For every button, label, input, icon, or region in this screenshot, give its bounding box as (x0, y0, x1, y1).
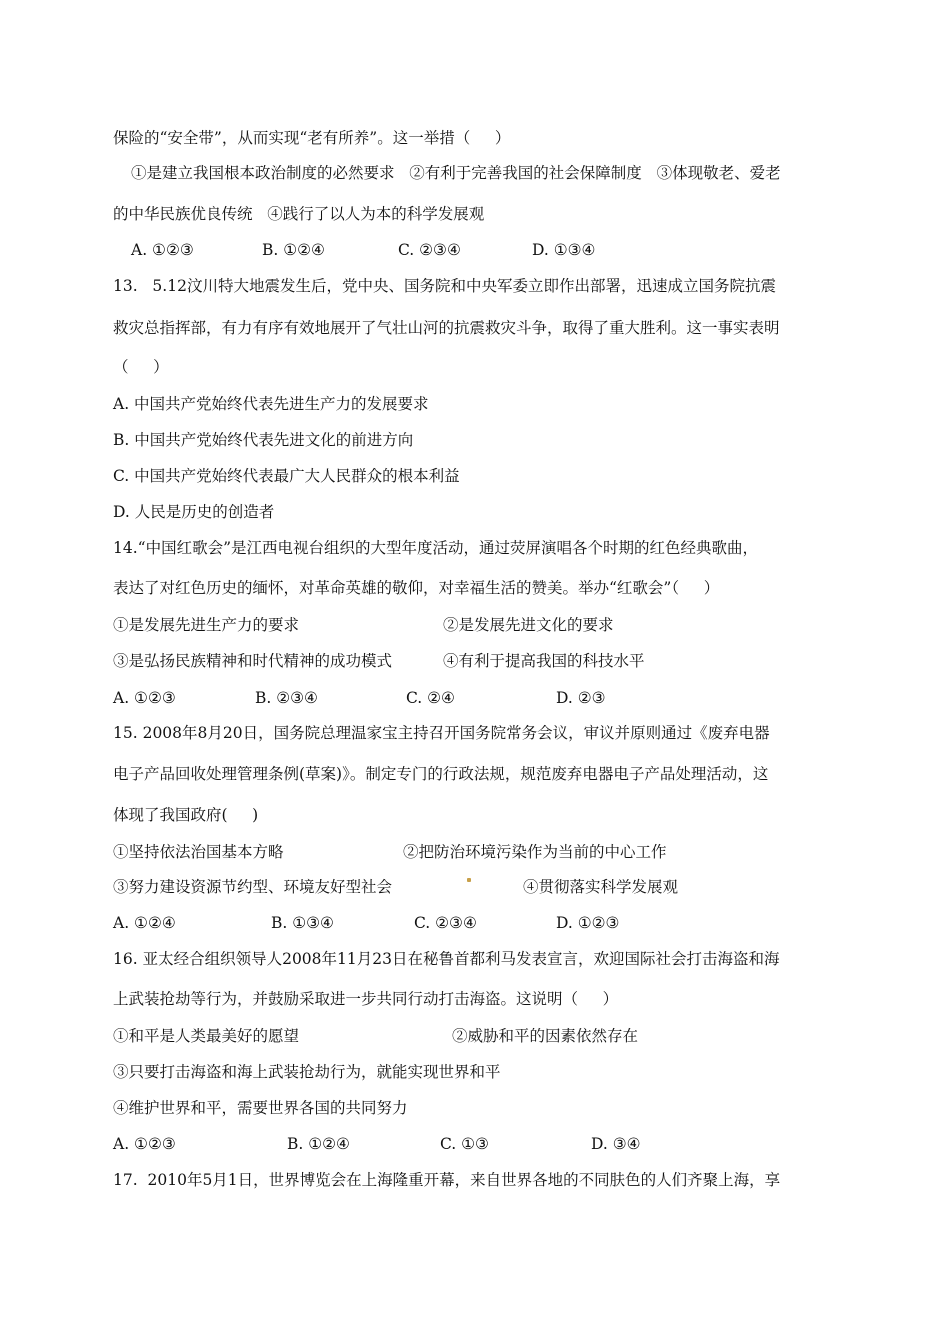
q15-option-1: ①坚持依法治国基本方略 (113, 843, 284, 861)
q12-options-line2: 的中华民族优良传统 ④践行了以人为本的科学发展观 (113, 205, 485, 223)
q16-option-1: ①和平是人类最美好的愿望 (113, 1027, 300, 1045)
q16-option-3: ③只要打击海盗和海上武装抢劫行为，就能实现世界和平 (113, 1063, 501, 1081)
q13-stem-line1: 13. 5.12汶川特大地震发生后，党中央、国务院和中央军委立即作出部署，迅速成立国务院抗震 (113, 277, 776, 295)
q12-choice-a: A. ①②③ (131, 241, 194, 259)
q15-choice-a: A. ①②④ (113, 914, 176, 932)
q14-option-2: ②是发展先进文化的要求 (443, 616, 614, 634)
q15-option-2: ②把防治环境污染作为当前的中心工作 (403, 843, 667, 861)
q16-stem-line2: 上武装抢劫等行为，并鼓励采取进一步共同行动打击海盗。这说明（ ） (113, 990, 619, 1008)
q13-option-b: B. 中国共产党始终代表先进文化的前进方向 (113, 431, 414, 449)
q16-choice-c: C. ①③ (440, 1135, 489, 1153)
q17-stem-line1: 17. 2010年5月1日，世界博览会在上海隆重开幕，来自世界各地的不同肤色的人们齐聚上海，享 (113, 1171, 781, 1189)
q13-option-c: C. 中国共产党始终代表最广大人民群众的根本利益 (113, 467, 460, 485)
q14-option-3: ③是弘扬民族精神和时代精神的成功模式 (113, 652, 393, 670)
q16-option-2: ②威胁和平的因素依然存在 (452, 1027, 639, 1045)
q15-option-3: ③努力建设资源节约型、环境友好型社会 (113, 878, 393, 896)
q15-stem-line3: 体现了我国政府( ) (113, 806, 259, 824)
q15-choice-d: D. ①②③ (556, 914, 620, 932)
q14-option-4: ④有利于提高我国的科技水平 (443, 652, 645, 670)
q16-stem-line1: 16. 亚太经合组织领导人2008年11月23日在秘鲁首都利马发表宣言，欢迎国际社会打击海盗和海 (113, 950, 780, 968)
q14-choice-a: A. ①②③ (113, 689, 176, 707)
q14-stem-line1: 14.“中国红歌会”是江西电视台组织的大型年度活动，通过荧屏演唱各个时期的红色经典歌曲， (113, 539, 759, 557)
stray-mark (467, 878, 471, 882)
q16-choice-a: A. ①②③ (113, 1135, 176, 1153)
q15-option-4: ④贯彻落实科学发展观 (523, 878, 679, 896)
q12-stem-line: 保险的“安全带”，从而实现“老有所养”。这一举措（ ） (113, 129, 511, 147)
q12-choice-d: D. ①③④ (532, 241, 596, 259)
q14-option-1: ①是发展先进生产力的要求 (113, 616, 300, 634)
q13-option-a: A. 中国共产党始终代表先进生产力的发展要求 (113, 395, 429, 413)
q14-choice-b: B. ②③④ (255, 689, 318, 707)
q15-stem-line1: 15. 2008年8月20日，国务院总理温家宝主持召开国务院常务会议，审议并原则通过《废弃电器 (113, 724, 770, 742)
q12-options-line1: ①是建立我国根本政治制度的必然要求 ②有利于完善我国的社会保障制度 ③体现敬老、爱老 (131, 164, 781, 182)
q15-stem-line2: 电子产品回收处理管理条例(草案)》。制定专门的行政法规，规范废弃电器电子产品处理活动，这 (113, 765, 769, 783)
q16-option-4: ④维护世界和平，需要世界各国的共同努力 (113, 1099, 408, 1117)
q12-choice-c: C. ②③④ (398, 241, 461, 259)
q13-stem-line2: 救灾总指挥部，有力有序有效地展开了气壮山河的抗震救灾斗争，取得了重大胜利。这一事实表明 (113, 319, 780, 337)
q16-choice-b: B. ①②④ (287, 1135, 350, 1153)
q14-choice-d: D. ②③ (556, 689, 606, 707)
q15-choice-b: B. ①③④ (271, 914, 334, 932)
q16-choice-d: D. ③④ (591, 1135, 641, 1153)
q14-choice-c: C. ②④ (406, 689, 455, 707)
q14-stem-line2: 表达了对红色历史的缅怀，对革命英雄的敬仰，对幸福生活的赞美。举办“红歌会”（ ） (113, 579, 720, 597)
q13-stem-line3: （ ） (113, 358, 169, 376)
q13-option-d: D. 人民是历史的创造者 (113, 503, 275, 521)
q12-choice-b: B. ①②④ (262, 241, 325, 259)
q15-choice-c: C. ②③④ (414, 914, 477, 932)
